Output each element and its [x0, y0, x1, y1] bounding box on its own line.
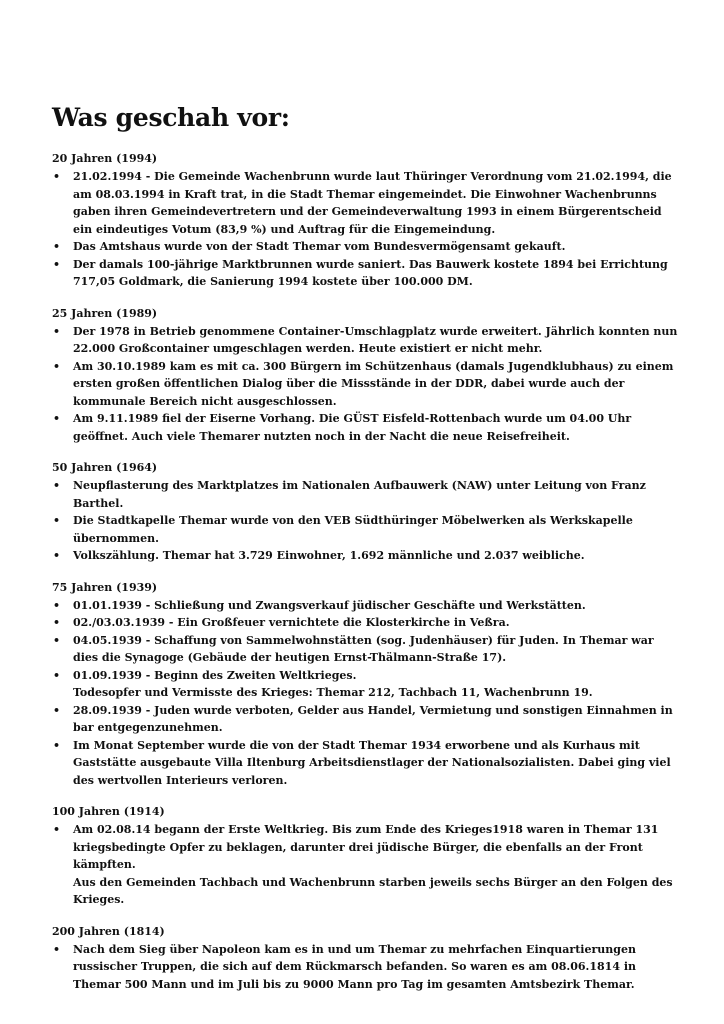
list-item-text: Die Stadtkapelle Themar wurde von den VEB Südthüringer Möbelwerken als Werkskapelle übernommen.	[73, 514, 633, 545]
list-item	[52, 737, 682, 790]
list-item-text: 01.01.1939 - Schließung und Zwangsverkauf jüdischer Geschäfte und Werkstätten.	[73, 598, 586, 612]
bullet-list	[52, 821, 682, 909]
list-item	[52, 323, 682, 358]
bullet-icon: •	[53, 549, 61, 562]
list-item-text: Am 30.10.1989 kam es mit ca. 300 Bürgern im Schützenhaus (damals Jugendklubhaus) zu einem ersten großen öffentlichen Dialog über die Missstände in der DDR, dabei wurde auch der kommunale Bereich nicht ausgeschlossen.	[73, 359, 674, 408]
section	[52, 459, 682, 565]
list-item	[52, 614, 682, 632]
bullet-icon: •	[53, 942, 61, 956]
bullet-list	[52, 323, 682, 446]
list-item-text: Das Amtshaus wurde von der Stadt Themar vom Bundesvermögensamt gekauft.	[73, 240, 566, 253]
list-item	[52, 512, 682, 547]
bullet-icon: •	[53, 633, 61, 647]
section	[52, 579, 682, 790]
section	[52, 305, 682, 446]
list-item-text: 21.02.1994 - Die Gemeinde Wachenbrunn wurde laut Thüringer Verordnung vom 21.02.1994, die am 08.03.1994 in Kraft trat, in die Stadt Themar eingemeindet. Die Einwohner Wachenbrunns gaben ihren Gemeindevertretern und der Gemeindeverwaltung 1993 in einem Bürgerentscheid ein eindeutiges Votum (83,9 %) und Auftrag für die Eingemeindung.	[73, 170, 672, 236]
bullet-icon: •	[53, 514, 61, 527]
list-item	[52, 632, 682, 667]
list-item	[52, 410, 682, 445]
list-item-text: Nach dem Sieg über Napoleon kam es in und um Themar zu mehrfachen Einquartierungen russischer Truppen, die sich auf dem Rückmarsch befanden. So waren es am 08.06.1814 in Themar 500 Mann und im Juli bis zu 9000 Mann pro Tag im gesamten Amtsbezirk Themar.	[73, 942, 636, 991]
list-item-text: 02./03.03.1939 - Ein Großfeuer vernichtete die Klosterkirche in Veßra.	[73, 616, 510, 629]
section	[52, 150, 682, 291]
bullet-icon: •	[53, 324, 61, 338]
page-title: Was geschah vor:	[52, 103, 290, 132]
list-item	[52, 702, 682, 737]
bullet-icon: •	[53, 412, 61, 425]
list-item-text: Volkszählung. Themar hat 3.729 Einwohner, 1.692 männliche und 2.037 weibliche.	[73, 549, 585, 562]
bullet-list	[52, 168, 682, 291]
list-item-text: Aus den Gemeinden Tachbach und Wachenbrunn starben jeweils sechs Bürger an den Folgen des Krieges.	[73, 875, 673, 906]
list-item	[52, 477, 682, 512]
list-item	[52, 256, 682, 291]
list-item-text: 01.09.1939 - Beginn des Zweiten Weltkrieges.	[73, 668, 357, 682]
list-item-text: 04.05.1939 - Schaffung von Sammelwohnstätten (sog. Judenhäuser) für Juden. In Themar war dies die Synagoge (Gebäude der heutigen Ernst-Thälmann-Straße 17).	[73, 633, 654, 664]
bullet-icon: •	[53, 257, 61, 271]
list-item-text: Am 02.08.14 begann der Erste Weltkrieg. Bis zum Ende des Krieges1918 waren in Themar 131 kriegsbedingte Opfer zu beklagen, darunter drei jüdische Bürger, die ebenfalls an der Front kämpften.	[73, 823, 659, 871]
section-heading: 75 Jahren (1939)	[52, 580, 158, 594]
bullet-list	[52, 941, 682, 994]
bullet-icon: •	[53, 823, 61, 836]
list-item	[52, 238, 682, 256]
section	[52, 803, 682, 909]
list-item	[52, 547, 682, 565]
sections-container	[52, 150, 682, 993]
section-heading: 100 Jahren (1914)	[52, 805, 165, 818]
bullet-icon: •	[53, 616, 61, 629]
bullet-icon: •	[53, 703, 61, 717]
bullet-icon: •	[53, 738, 61, 752]
list-item-text: Im Monat September wurde die von der Stadt Themar 1934 erworbene und als Kurhaus mit Gaststätte ausgebaute Villa Iltenburg Arbeitsdienstlager der Nationalsozialisten. Dabei ging viel des wertvollen Interieurs verloren.	[73, 738, 671, 787]
bullet-icon: •	[53, 240, 61, 253]
bullet-icon: •	[53, 598, 61, 612]
section	[52, 923, 682, 994]
section-heading: 200 Jahren (1814)	[52, 924, 165, 938]
section-heading: 25 Jahren (1989)	[52, 306, 158, 320]
bullet-list	[52, 597, 682, 790]
document-page	[52, 102, 682, 1007]
bullet-icon: •	[53, 170, 61, 183]
section-heading: 20 Jahren (1994)	[52, 152, 158, 165]
list-item-text: Todesopfer und Vermisste des Krieges: Themar 212, Tachbach 11, Wachenbrunn 19.	[73, 686, 593, 699]
bullet-list	[52, 477, 682, 565]
list-item-text: Der damals 100-jährige Marktbrunnen wurde saniert. Das Bauwerk kostete 1894 bei Errichtung 717,05 Goldmark, die Sanierung 1994 kostete über 100.000 DM.	[73, 257, 668, 288]
list-item-text: 28.09.1939 - Juden wurde verboten, Gelder aus Handel, Vermietung und sonstigen Einnahmen in bar entgegenzunehmen.	[73, 703, 673, 734]
list-item-text: Neupflasterung des Marktplatzes im Nationalen Aufbauwerk (NAW) unter Leitung von Franz Barthel.	[73, 479, 646, 510]
list-item-text: Der 1978 in Betrieb genommene Container-Umschlagplatz wurde erweitert. Jährlich konnten nun 22.000 Großcontainer umgeschlagen werden. Heute existiert er nicht mehr.	[73, 324, 678, 355]
list-item	[52, 358, 682, 411]
list-item	[52, 667, 682, 702]
bullet-icon: •	[53, 479, 61, 492]
list-item	[52, 821, 682, 909]
list-item	[52, 168, 682, 238]
list-item-text: Am 9.11.1989 fiel der Eiserne Vorhang. Die GÜST Eisfeld-Rottenbach wurde um 04.00 Uhr geöffnet. Auch viele Themarer nutzten noch in der Nacht die neue Reisefreiheit.	[73, 412, 632, 443]
list-item	[52, 941, 682, 994]
section-heading: 50 Jahren (1964)	[52, 461, 158, 474]
bullet-icon: •	[53, 359, 61, 373]
list-item	[52, 597, 682, 615]
bullet-icon: •	[53, 668, 61, 682]
